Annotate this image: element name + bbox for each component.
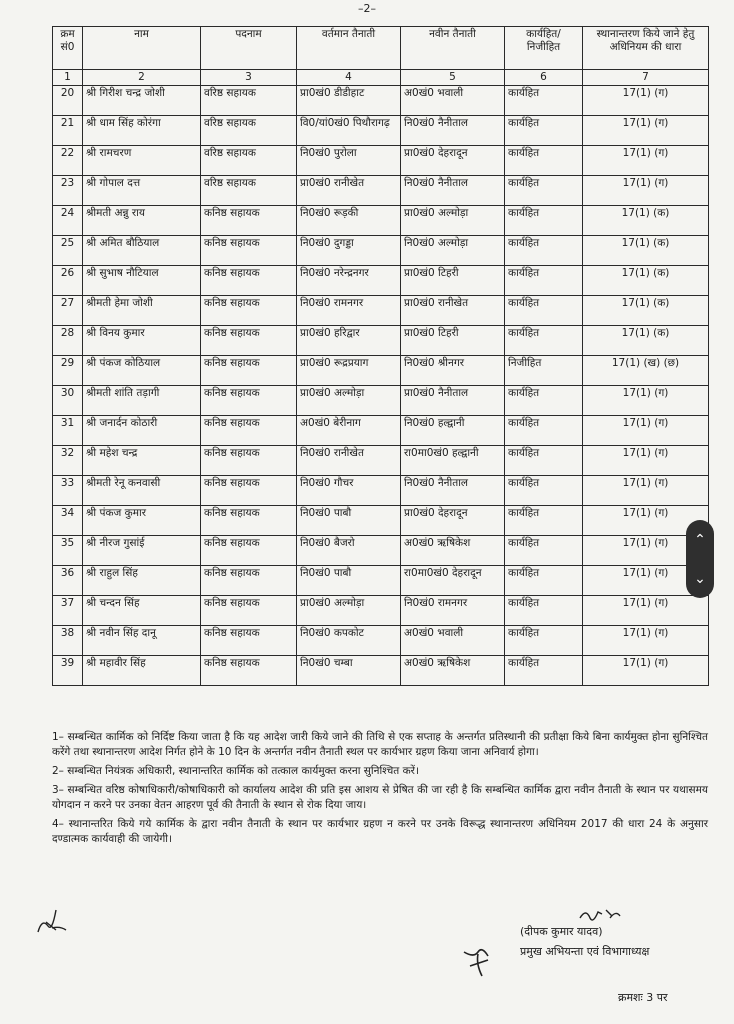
table-row (53, 626, 709, 656)
column-number-cell: 2 (83, 70, 201, 86)
table-row (53, 236, 709, 266)
name-cell: श्रीमती शांति तड़ागी (83, 386, 201, 416)
act-section-cell: 17(1) (ग) (583, 446, 709, 476)
act-section-cell: 17(1) (ग) (583, 116, 709, 146)
column-number-row (53, 70, 709, 86)
name-cell: श्री नीरज गुसांई (83, 536, 201, 566)
table-header-row (53, 27, 709, 70)
new-posting-cell: नि0खं0 नैनीताल (401, 116, 505, 146)
new-posting-cell: नि0खं0 अल्मोड़ा (401, 236, 505, 266)
sr-cell: 37 (53, 596, 83, 626)
current-posting-cell: नि0खं0 रानीखेत (297, 446, 401, 476)
designation-cell: कनिष्ठ सहायक (201, 296, 297, 326)
table-row (53, 476, 709, 506)
sr-cell: 39 (53, 656, 83, 686)
table-row (53, 446, 709, 476)
current-posting-cell: नि0खं0 बैजरो (297, 536, 401, 566)
chevron-up-icon[interactable]: ⌃ (694, 531, 706, 548)
designation-cell: कनिष्ठ सहायक (201, 236, 297, 266)
header-cell: क्रम सं0 (53, 27, 83, 70)
name-cell: श्री गोपाल दत्त (83, 176, 201, 206)
interest-type-cell: कार्यहित (505, 656, 583, 686)
new-posting-cell: अ0खं0 ऋषिकेश (401, 536, 505, 566)
transfer-table (52, 26, 709, 686)
current-posting-cell: प्रा0खं0 डीडीहाट (297, 86, 401, 116)
handwritten-signature (460, 946, 500, 980)
new-posting-cell: प्रा0खं0 टिहरी (401, 326, 505, 356)
designation-cell: वरिष्ठ सहायक (201, 176, 297, 206)
act-section-cell: 17(1) (ख) (छ) (583, 356, 709, 386)
name-cell: श्रीमती अन्नु राय (83, 206, 201, 236)
new-posting-cell: नि0खं0 श्रीनगर (401, 356, 505, 386)
interest-type-cell: कार्यहित (505, 236, 583, 266)
column-number-cell: 7 (583, 70, 709, 86)
table-row (53, 296, 709, 326)
new-posting-cell: रा0मा0खं0 देहरादून (401, 566, 505, 596)
sr-cell: 25 (53, 236, 83, 266)
current-posting-cell: नि0खं0 रूड़की (297, 206, 401, 236)
sr-cell: 34 (53, 506, 83, 536)
new-posting-cell: प्रा0खं0 टिहरी (401, 266, 505, 296)
new-posting-cell: अ0खं0 ऋषिकेश (401, 656, 505, 686)
current-posting-cell: प्रा0खं0 रूद्रप्रयाग (297, 356, 401, 386)
sr-cell: 38 (53, 626, 83, 656)
current-posting-cell: नि0खं0 रामनगर (297, 296, 401, 326)
name-cell: श्री रामचरण (83, 146, 201, 176)
current-posting-cell: प्रा0खं0 हरिद्वार (297, 326, 401, 356)
name-cell: श्रीमती रेनू कनवासी (83, 476, 201, 506)
interest-type-cell: कार्यहित (505, 416, 583, 446)
sr-cell: 30 (53, 386, 83, 416)
sr-cell: 22 (53, 146, 83, 176)
act-section-cell: 17(1) (क) (583, 326, 709, 356)
sr-cell: 27 (53, 296, 83, 326)
table-row (53, 566, 709, 596)
act-section-cell: 17(1) (ग) (583, 656, 709, 686)
designation-cell: कनिष्ठ सहायक (201, 566, 297, 596)
designation-cell: कनिष्ठ सहायक (201, 596, 297, 626)
header-cell: पदनाम (201, 27, 297, 70)
act-section-cell: 17(1) (ग) (583, 536, 709, 566)
designation-cell: कनिष्ठ सहायक (201, 446, 297, 476)
act-section-cell: 17(1) (क) (583, 236, 709, 266)
interest-type-cell: कार्यहित (505, 596, 583, 626)
current-posting-cell: वि0/यां0खं0 पिथौरागढ़ (297, 116, 401, 146)
name-cell: श्री अमित बौठियाल (83, 236, 201, 266)
new-posting-cell: अ0खं0 भवाली (401, 86, 505, 116)
table-row (53, 386, 709, 416)
new-posting-cell: प्रा0खं0 देहरादून (401, 506, 505, 536)
act-section-cell: 17(1) (क) (583, 266, 709, 296)
scroll-controls (686, 520, 714, 598)
signatory-designation: प्रमुख अभियन्ता एवं विभागाध्यक्ष (520, 945, 650, 958)
act-section-cell: 17(1) (ग) (583, 146, 709, 176)
designation-cell: कनिष्ठ सहायक (201, 656, 297, 686)
act-section-cell: 17(1) (ग) (583, 476, 709, 506)
name-cell: श्रीमती हेमा जोशी (83, 296, 201, 326)
act-section-cell: 17(1) (ग) (583, 626, 709, 656)
interest-type-cell: कार्यहित (505, 566, 583, 596)
interest-type-cell: कार्यहित (505, 86, 583, 116)
note-paragraph: 1– सम्बन्धित कार्मिक को निर्दिष्ट किया जाता है कि यह आदेश जारी किये जाने की तिथि से एक सप्ताह के अन्तर्गत प्रतिस्थानी की प्रतीक्षा किये बिना कार्यमुक्त होना सुनिश्चित करेंगे तथा स्थानान्तरण आदेश निर्गत होने के 10 दिन के अन्तर्गत नवीन तैनाती स्थल पर कार्यभार ग्रहण किया जाना अनिवार्य होगा। (52, 731, 708, 758)
new-posting-cell: प्रा0खं0 देहरादून (401, 146, 505, 176)
table-row (53, 146, 709, 176)
column-number-cell: 6 (505, 70, 583, 86)
designation-cell: कनिष्ठ सहायक (201, 416, 297, 446)
sr-cell: 32 (53, 446, 83, 476)
designation-cell: कनिष्ठ सहायक (201, 266, 297, 296)
column-number-cell: 3 (201, 70, 297, 86)
sr-cell: 20 (53, 86, 83, 116)
designation-cell: वरिष्ठ सहायक (201, 86, 297, 116)
interest-type-cell: कार्यहित (505, 116, 583, 146)
sr-cell: 29 (53, 356, 83, 386)
interest-type-cell: कार्यहित (505, 206, 583, 236)
name-cell: श्री धाम सिंह कोरंगा (83, 116, 201, 146)
handwritten-mark-left (32, 902, 72, 938)
new-posting-cell: नि0खं0 नैनीताल (401, 176, 505, 206)
designation-cell: वरिष्ठ सहायक (201, 116, 297, 146)
act-section-cell: 17(1) (ग) (583, 176, 709, 206)
header-cell: वर्तमान तैनाती (297, 27, 401, 70)
interest-type-cell: कार्यहित (505, 326, 583, 356)
current-posting-cell: नि0खं0 पाबौ (297, 566, 401, 596)
notes (52, 730, 708, 851)
interest-type-cell: कार्यहित (505, 176, 583, 206)
header-cell: स्थानान्तरण किये जाने हेतु अधिनियम की धारा (583, 27, 709, 70)
name-cell: श्री विनय कुमार (83, 326, 201, 356)
current-posting-cell: प्रा0खं0 रानीखेत (297, 176, 401, 206)
continued-note: क्रमशः 3 पर (618, 991, 668, 1004)
note-paragraph: 2– सम्बन्धित नियंत्रक अधिकारी, स्थानान्तरित कार्मिक को तत्काल कार्यमुक्त करना सुनिश्चित करें। (52, 765, 419, 777)
current-posting-cell: नि0खं0 पुरोला (297, 146, 401, 176)
current-posting-cell: नि0खं0 गौचर (297, 476, 401, 506)
header-cell: कार्यहित/ निजीहित (505, 27, 583, 70)
name-cell: श्री चन्दन सिंह (83, 596, 201, 626)
designation-cell: कनिष्ठ सहायक (201, 476, 297, 506)
designation-cell: कनिष्ठ सहायक (201, 506, 297, 536)
current-posting-cell: नि0खं0 नरेन्द्रनगर (297, 266, 401, 296)
name-cell: श्री राहुल सिंह (83, 566, 201, 596)
new-posting-cell: नि0खं0 हल्द्वानी (401, 416, 505, 446)
sr-cell: 21 (53, 116, 83, 146)
name-cell: श्री नवीन सिंह दानू (83, 626, 201, 656)
act-section-cell: 17(1) (ग) (583, 386, 709, 416)
table-row (53, 326, 709, 356)
current-posting-cell: नि0खं0 दुगड्डा (297, 236, 401, 266)
table-row (53, 416, 709, 446)
interest-type-cell: कार्यहित (505, 266, 583, 296)
current-posting-cell: प्रा0खं0 अल्मोड़ा (297, 386, 401, 416)
name-cell: श्री सुभाष नौटियाल (83, 266, 201, 296)
new-posting-cell: अ0खं0 भवाली (401, 626, 505, 656)
designation-cell: कनिष्ठ सहायक (201, 356, 297, 386)
designation-cell: कनिष्ठ सहायक (201, 206, 297, 236)
act-section-cell: 17(1) (ग) (583, 506, 709, 536)
act-section-cell: 17(1) (ग) (583, 566, 709, 596)
current-posting-cell: नि0खं0 कपकोट (297, 626, 401, 656)
new-posting-cell: प्रा0खं0 अल्मोड़ा (401, 206, 505, 236)
act-section-cell: 17(1) (ग) (583, 596, 709, 626)
interest-type-cell: कार्यहित (505, 536, 583, 566)
interest-type-cell: कार्यहित (505, 476, 583, 506)
sr-cell: 33 (53, 476, 83, 506)
designation-cell: कनिष्ठ सहायक (201, 326, 297, 356)
name-cell: श्री महावीर सिंह (83, 656, 201, 686)
table-row (53, 176, 709, 206)
table-row (53, 206, 709, 236)
table-row (53, 266, 709, 296)
note-paragraph: 3– सम्बन्धित वरिष्ठ कोषाधिकारी/कोषाधिकारी को कार्यालय आदेश की प्रति इस आशय से प्रेषित की जा रही है कि सम्बन्धित कार्मिक द्वारा नवीन तैनाती के स्थान पर यथासमय योगदान न करने पर उनका वेतन आहरण पूर्व की तैनाती के स्थान से रोक दिया जाय। (52, 784, 708, 811)
act-section-cell: 17(1) (ग) (583, 86, 709, 116)
new-posting-cell: नि0खं0 नैनीताल (401, 476, 505, 506)
designation-cell: कनिष्ठ सहायक (201, 626, 297, 656)
name-cell: श्री गिरीश चन्द्र जोशी (83, 86, 201, 116)
name-cell: श्री महेश चन्द्र (83, 446, 201, 476)
interest-type-cell: निजीहित (505, 356, 583, 386)
column-number-cell: 4 (297, 70, 401, 86)
signature-initials (576, 906, 624, 924)
table-row (53, 116, 709, 146)
interest-type-cell: कार्यहित (505, 446, 583, 476)
sr-cell: 28 (53, 326, 83, 356)
sr-cell: 36 (53, 566, 83, 596)
table-row (53, 536, 709, 566)
sr-cell: 24 (53, 206, 83, 236)
table-row (53, 86, 709, 116)
act-section-cell: 17(1) (ग) (583, 416, 709, 446)
header-cell: नवीन तैनाती (401, 27, 505, 70)
current-posting-cell: प्रा0खं0 अल्मोड़ा (297, 596, 401, 626)
chevron-down-icon[interactable]: ⌄ (694, 570, 706, 587)
new-posting-cell: रा0मा0खं0 हल्द्वानी (401, 446, 505, 476)
current-posting-cell: नि0खं0 पाबौ (297, 506, 401, 536)
new-posting-cell: प्रा0खं0 नैनीताल (401, 386, 505, 416)
name-cell: श्री पंकज कोठियाल (83, 356, 201, 386)
header-cell: नाम (83, 27, 201, 70)
designation-cell: कनिष्ठ सहायक (201, 386, 297, 416)
sr-cell: 26 (53, 266, 83, 296)
designation-cell: कनिष्ठ सहायक (201, 536, 297, 566)
interest-type-cell: कार्यहित (505, 146, 583, 176)
interest-type-cell: कार्यहित (505, 506, 583, 536)
interest-type-cell: कार्यहित (505, 386, 583, 416)
current-posting-cell: नि0खं0 चम्बा (297, 656, 401, 686)
sr-cell: 35 (53, 536, 83, 566)
page-number: –2– (358, 2, 376, 15)
table-row (53, 656, 709, 686)
interest-type-cell: कार्यहित (505, 296, 583, 326)
name-cell: श्री जनार्दन कोठारी (83, 416, 201, 446)
table-row (53, 596, 709, 626)
new-posting-cell: नि0खं0 रामनगर (401, 596, 505, 626)
column-number-cell: 5 (401, 70, 505, 86)
act-section-cell: 17(1) (क) (583, 296, 709, 326)
new-posting-cell: प्रा0खं0 रानीखेत (401, 296, 505, 326)
signatory-name: (दीपक कुमार यादव) (520, 925, 603, 938)
sr-cell: 31 (53, 416, 83, 446)
column-number-cell: 1 (53, 70, 83, 86)
name-cell: श्री पंकज कुमार (83, 506, 201, 536)
act-section-cell: 17(1) (क) (583, 206, 709, 236)
note-paragraph: 4– स्थानान्तरित किये गये कार्मिक के द्वारा नवीन तैनाती के स्थान पर कार्यभार ग्रहण न करने पर उनके विरूद्ध स्थानान्तरण अधिनियम 2017 की धारा 24 के अनुसार दण्डात्मक कार्यवाही की जायेगी। (52, 818, 708, 845)
current-posting-cell: अ0खं0 बेरीनाग (297, 416, 401, 446)
interest-type-cell: कार्यहित (505, 626, 583, 656)
table-row (53, 506, 709, 536)
designation-cell: वरिष्ठ सहायक (201, 146, 297, 176)
sr-cell: 23 (53, 176, 83, 206)
table-row (53, 356, 709, 386)
